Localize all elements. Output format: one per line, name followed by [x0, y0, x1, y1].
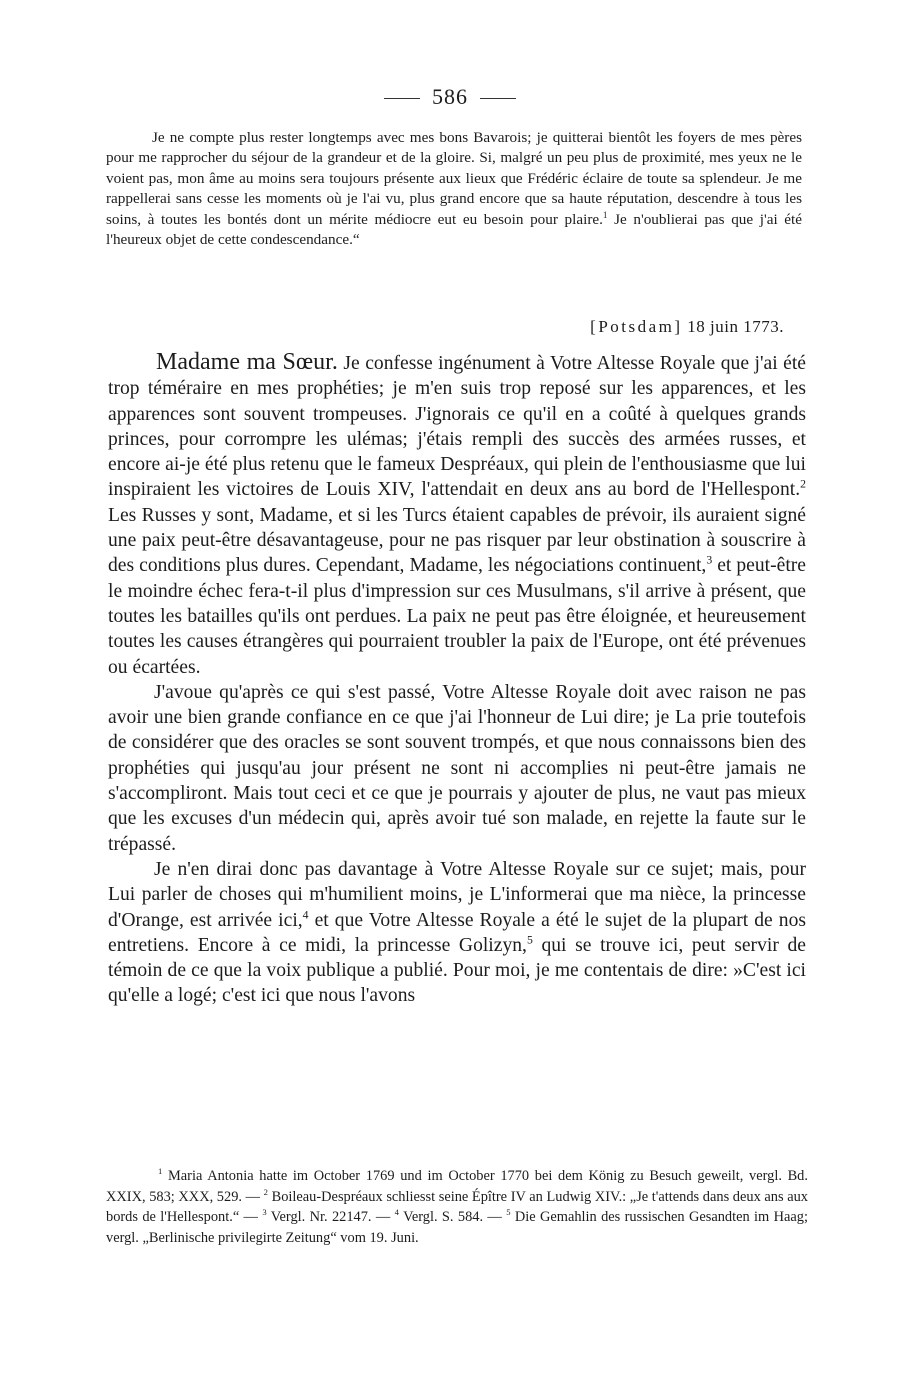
footnote-mark-1: 1 — [158, 1166, 163, 1177]
footnote-mark-2: 2 — [263, 1186, 268, 1197]
footnote-ref-4[interactable]: 4 — [302, 908, 309, 921]
paragraph-text: qui se trouve ici, peut servir de témoin de ce que la voix publique a publié. Pour moi, je me contentais de dire: »C'est ici qu'elle a logé; c'est ici que nous l'avons — [108, 934, 806, 1007]
footnote-mark-3: 3 — [262, 1207, 267, 1218]
header-rule-right — [480, 98, 516, 99]
quoted-letter-excerpt — [106, 128, 802, 250]
footnote-mark-5: 5 — [506, 1207, 511, 1218]
salutation: Madame ma Sœur. — [156, 349, 338, 375]
footnote-mark-4: 4 — [394, 1207, 399, 1218]
header-rule-left — [384, 98, 420, 99]
footnote-ref-1[interactable]: 1 — [602, 209, 608, 220]
page-number: 586 — [432, 84, 468, 109]
letter-paragraph-2: J'avoue qu'après ce qui s'est passé, Votre Altesse Royale doit avec raison ne pas avoir une bien grande confiance en ce que j'ai l'honneur de Lui dire; je La prie toutefois de considérer que des oracles se sont souvent trompés, et que nous connaissons bien des prophéties qui jusqu'au jour présent ne sont ni accomplies ni peut-être jamais ne s'accompliront. Mais tout ceci et ce que je pourrais y ajouter de plus, ne vaut pas mieux que les excuses d'un médecin qui, après avoir tué son malade, en rejette la faute sur le trépassé. — [108, 681, 806, 855]
footnote-1: Maria Antonia hatte im October 1769 und im October 1770 bei dem König zu Besuch geweilt, vergl. Bd. XXIX, 583; XXX, 529. — — [106, 1168, 808, 1205]
footnotes — [106, 1166, 808, 1248]
quote-text-end: Je n'oublierai pas que j'ai été l'heureux objet de cette condescendance.“ — [106, 210, 802, 249]
footnote-ref-3[interactable]: 3 — [706, 553, 713, 567]
paragraph-text: et que Votre Altesse Royale a été le sujet de la plupart de nos entretiens. Encore à ce midi, la princesse Golizyn, — [108, 909, 807, 956]
dateline-date: 18 juin 1773. — [687, 317, 784, 336]
footnote-4: Vergl. S. 584. — — [403, 1209, 502, 1225]
quote-text: Je ne compte plus rester longtemps avec mes bons Bavarois; je quitterai bientôt les foyers de mes pères pour me rapprocher du séjour de la grandeur et de la gloire. Si, malgré un peu plus de proximité, mes yeux ne le voient pas, mon âme au moins sera toujours présente aux lieux que Frédéric éclaire de toute sa splendeur. Je me rappellerai sans cesse les moments où je l'ai vu, plus grand encore que sa haute réputation, descendre à tous les soins, à toutes les bontés dont un mérite médiocre eut eu besoin pour plaire. — [106, 129, 802, 228]
quote-paragraph — [106, 128, 802, 250]
footnote-5: Die Gemahlin des russischen Gesandten im Haag; vergl. „Berlinische privilegirte Zeitung“ vom 19. Juni. — [106, 1209, 808, 1246]
paragraph-text: Je confesse ingénument à Votre Altesse Royale que j'ai été trop téméraire en mes prophéties; je m'en suis trop reposé sur les apparences, et les apparences sont souvent trompeuses. J'ignorais ce qu'il en a coûté à quelques grands princes, pour corrompre les ulémas; j'étais rempli des succès des armées russes, et encore ai-je été plus retenu que le fameux Despréaux, qui plein de l'enthousiasme que lui inspiraient les victoires de Louis XIV, l'attendait en deux ans au bord de l'Hellespont. — [108, 353, 806, 501]
footnote-ref-2[interactable]: 2 — [800, 477, 806, 491]
paragraph-text: Les Russes y sont, Madame, et si les Turcs étaient capables de prévoir, ils auraient signé une paix peut-être désavantageuse, pour ne pas risquer par leur obstination à souscrire à des conditions plus dures. Cependant, Madame, les négociations continuent, — [108, 504, 806, 577]
page-header — [0, 82, 900, 112]
dateline — [590, 316, 784, 338]
footnote-ref-5[interactable]: 5 — [526, 933, 533, 947]
letter-paragraph-1 — [108, 350, 806, 680]
footnote-3: Vergl. Nr. 22147. — — [270, 1209, 391, 1225]
letter-paragraph-3 — [108, 857, 806, 1009]
paragraph-text: Je n'en dirai donc pas davantage à Votre Altesse Royale sur ce sujet; mais, pour Lui parler de choses qui m'humilient moins, je L'informerai que ma nièce, la princesse d'Orange, est arrivée ici, — [108, 858, 806, 931]
paragraph-text: et peut-être le moindre échec fera-t-il plus d'impression sur ces Musulmans, s'il arrive à présent, que toutes les batailles qu'ils ont perdues. La paix ne peut pas être éloignée, et heureusement toutes les causes étrangères qui pourraient troubler la paix de l'Europe, ont été prévenues ou écartées. — [108, 555, 806, 678]
letter-body — [108, 350, 806, 1009]
dateline-place: [Potsdam] — [590, 317, 683, 336]
footnote-2: Boileau-Despréaux schliesst seine Épître IV an Ludwig XIV.: „Je t'attends dans deux ans aux bords de l'Hellespont.“ — — [106, 1188, 808, 1225]
footnote-block — [106, 1166, 808, 1248]
